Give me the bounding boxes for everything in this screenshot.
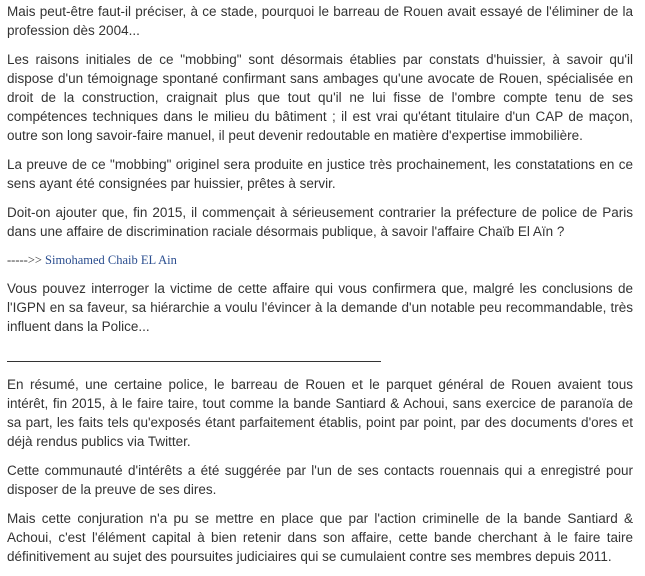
paragraph: En résumé, une certaine police, le barreau de Rouen et le parquet général de Rouen avaient tous intérêt, fin 2015, à le faire taire, tout comme la bande Santiard & Achoui, sans exercice de paranoïa de sa part, les faits tels qu'exposés étant parfaitement établis, point par point, par des documents d'ores et déjà rendus publics via Twitter.: [7, 377, 633, 449]
link-arrow: ----->>: [7, 253, 46, 267]
article-body: [7, 0, 633, 576]
horizontal-line: [7, 361, 381, 362]
paragraph: Mais cette conjuration n'a pu se mettre en place que par l'action criminelle de la bande Santiard & Achoui, c'est l'élément capital à bien retenir dans son affaire, cette bande cherchant à le faire taire définitivement au sujet des poursuites judiciaires qui se cumulaient contre ses membres depuis 2011.: [7, 511, 633, 564]
paragraph: Mais peut-être faut-il préciser, à ce stade, pourquoi le barreau de Rouen avait essayé de l'éliminer de la profession dès 2004...: [7, 4, 633, 38]
paragraph: Cette communauté d'intérêts a été suggérée par l'un de ses contacts rouennais qui a enregistré pour disposer de la preuve de ses dires.: [7, 463, 633, 497]
simohamed-chaib-el-ain-link[interactable]: Simohamed Chaib EL Ain: [45, 253, 177, 267]
paragraph: La preuve de ce "mobbing" originel sera produite en justice très prochainement, les constatations en ce sens ayant été consignées par huissier, prêtes à servir.: [7, 157, 633, 191]
separator-rule: [7, 346, 633, 365]
reference-link-line: [7, 251, 633, 269]
paragraph: Les raisons initiales de ce "mobbing" sont désormais établies par constats d'huissier, à savoir qu'il dispose d'un témoignage spontané confirmant sans ambages qu'une avocate de Rouen, spécialisée en droit de la construction, craignait plus que tout qu'il ne lui fisse de l'ombre compte tenu de ses compétences techniques dans le milieu du bâtiment ; il est vrai qu'étant titulaire d'un CAP de maçon, outre son long savoir-faire manuel, il peut devenir redoutable en matière d'expertise immobilière.: [7, 52, 633, 143]
paragraph: Doit-on ajouter que, fin 2015, il commençait à sérieusement contrarier la préfecture de police de Paris dans une affaire de discrimination raciale désormais publique, à savoir l'affaire Chaïb El Aïn ?: [7, 205, 633, 239]
paragraph: Vous pouvez interroger la victime de cette affaire qui vous confirmera que, malgré les conclusions de l'IGPN en sa faveur, sa hiérarchie a voulu l'évincer à la demande d'un notable peu recommandable, très influent dans la Police...: [7, 281, 633, 334]
